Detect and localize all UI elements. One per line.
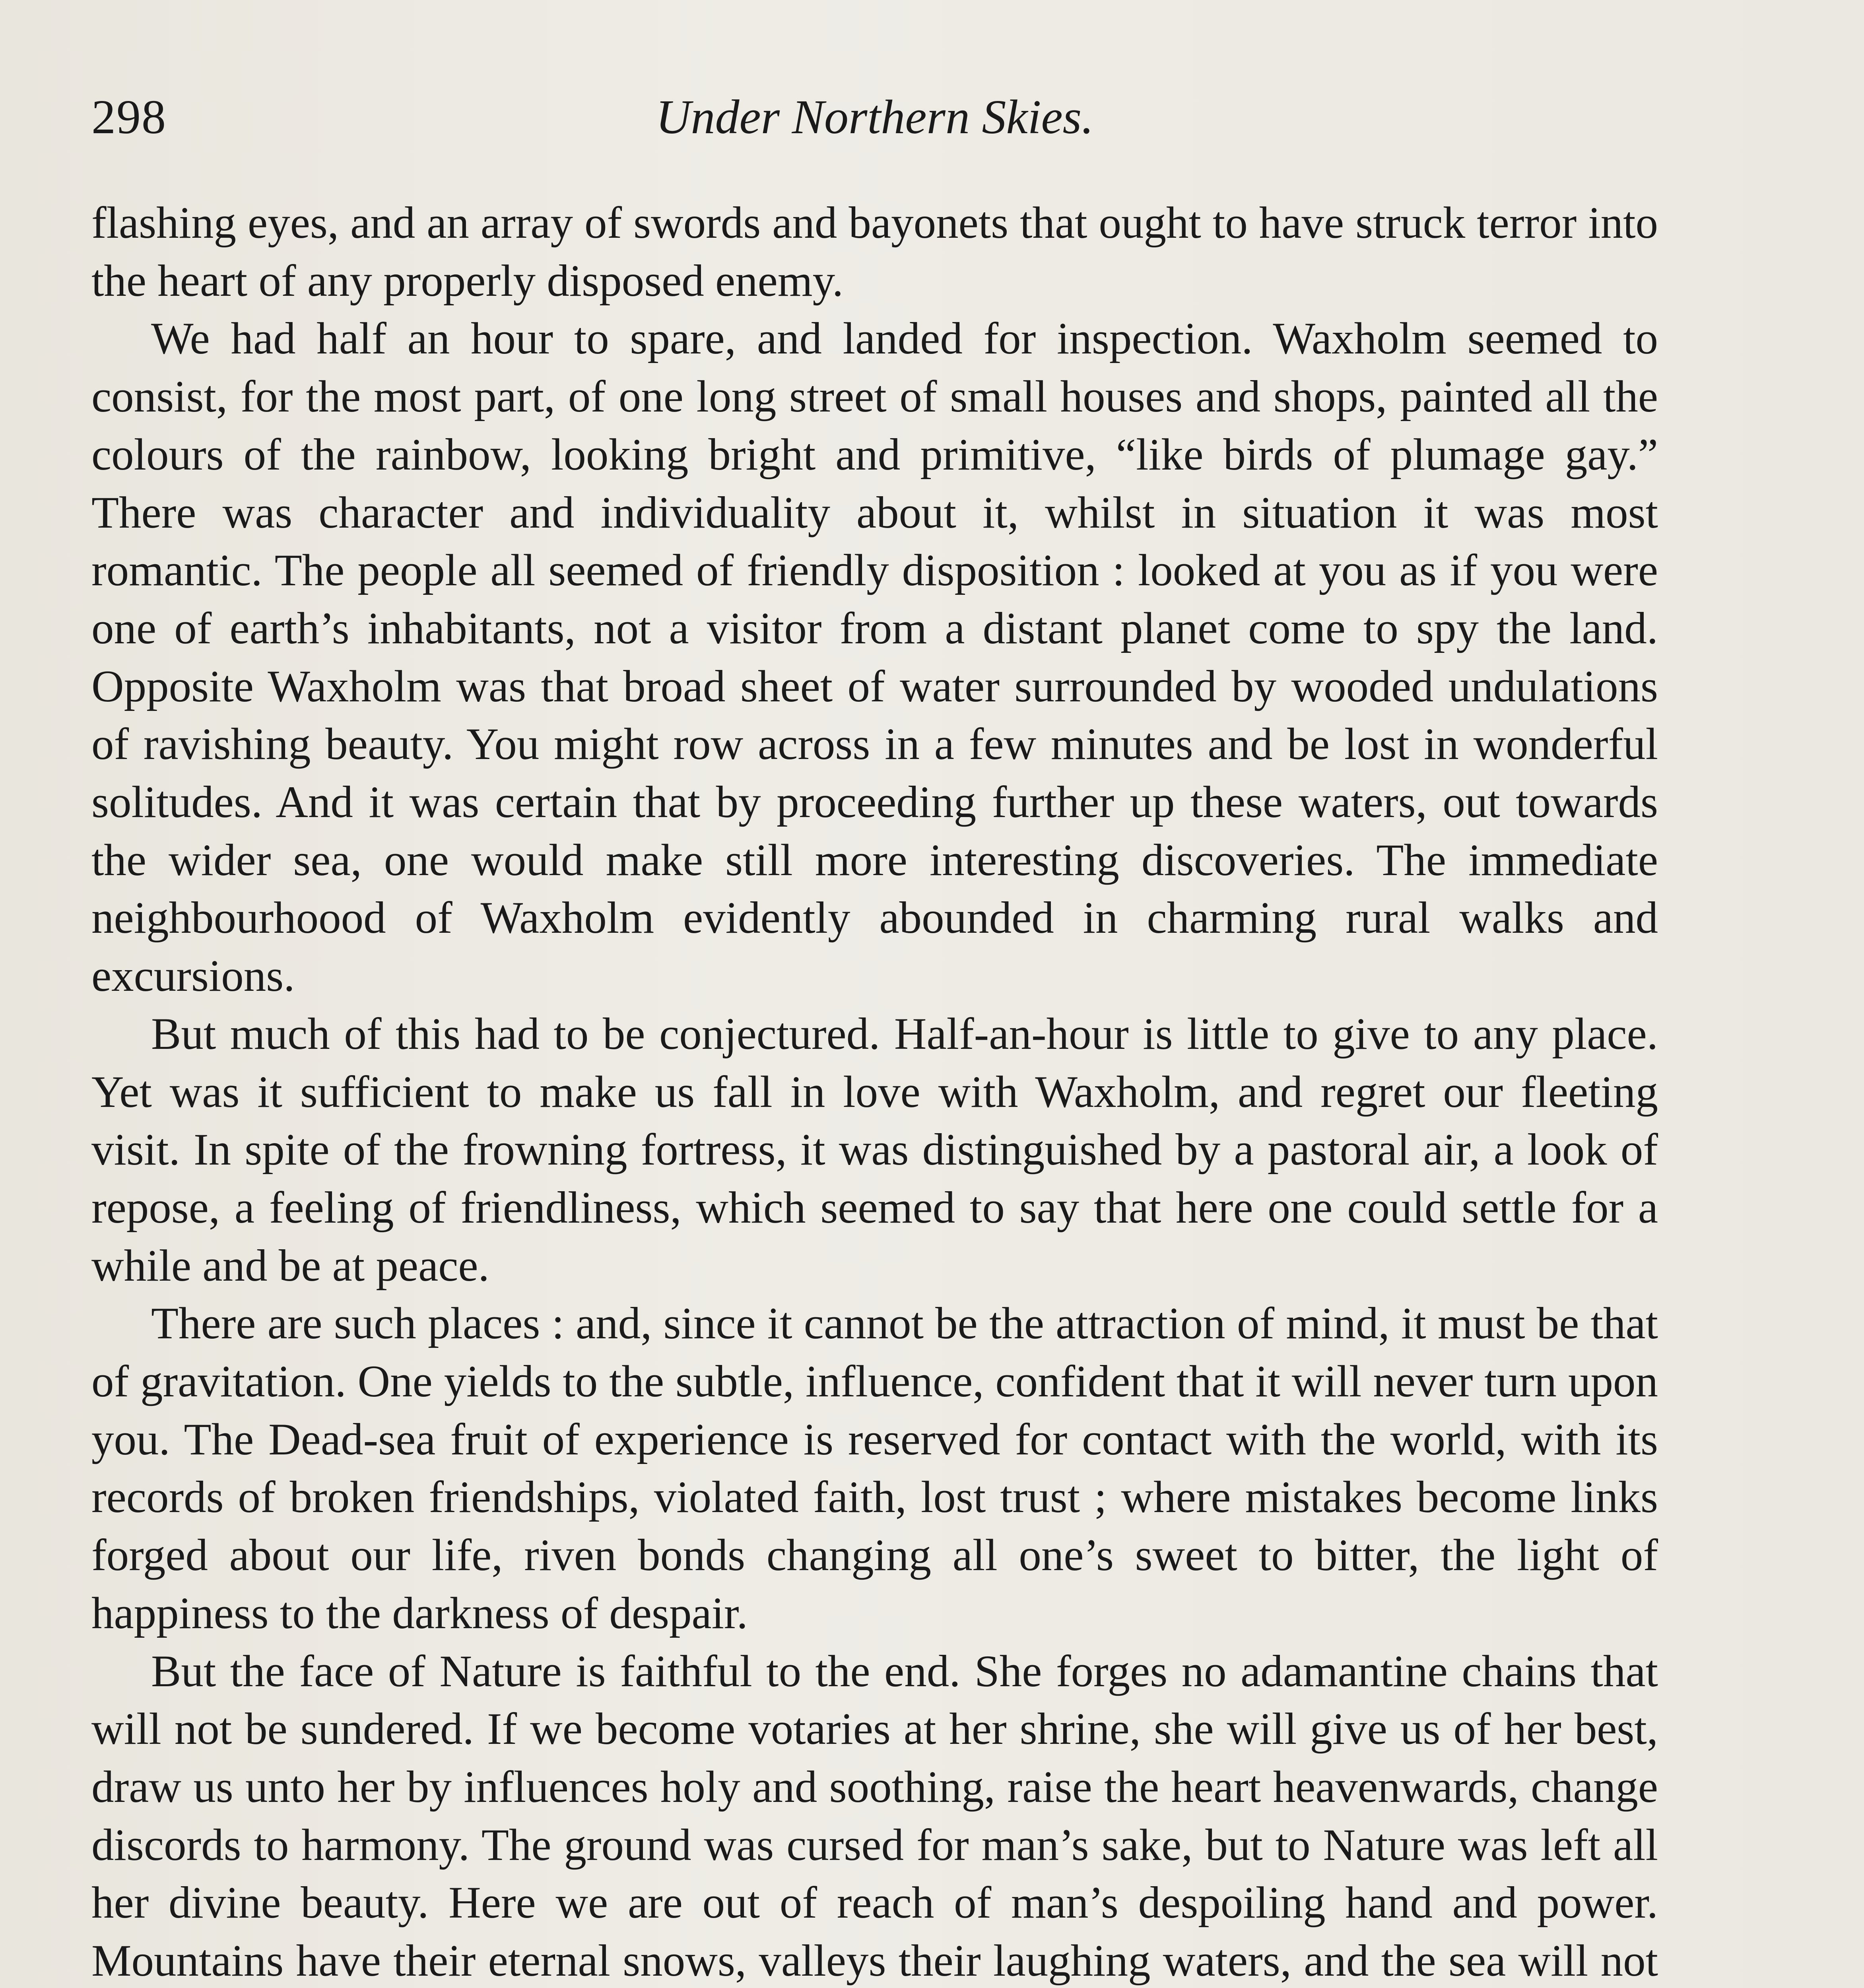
running-title: Under Northern Skies.	[656, 90, 1094, 144]
paragraph-1: flashing eyes, and an array of swords and bayonets that ought to have struck terror into the heart of any properly disposed enemy.	[91, 198, 1658, 306]
paragraph-4: There are such places : and, since it cannot be the attraction of mind, it must be that of gravitation. One yields to the subtle, influence, confident that it will never turn upon you. The Dead-sea fruit of experience is reserved for contact with the world, with its records of broken friendships, violated faith, lost trust ; where mistakes become links forged about our life, riven bonds changing all one’s sweet to bitter, the light of happiness to the darkness of despair.	[91, 1299, 1658, 1638]
paragraph-2: We had half an hour to spare, and landed for inspection. Waxholm seemed to consist, for the most part, of one long street of small houses and shops, painted all the colours of the rainbow, looking bright and primitive, “like birds of plumage gay.” There was character and individuality about it, whilst in situation it was most romantic. The people all seemed of friendly disposition : looked at you as if you were one of earth’s inhabitants, not a visitor from a distant planet come to spy the land. Opposite Waxholm was that broad sheet of water surrounded by wooded undulations of ravishing beauty. You might row across in a few minutes and be lost in wonderful solitudes. And it was certain that by proceeding further up these waters, out towards the wider sea, one would make still more interesting discoveries. The immediate neighbourhoood of Waxholm evidently abounded in charming rural walks and excursions.	[91, 314, 1658, 1001]
page-number: 298	[91, 90, 167, 144]
body-text	[91, 194, 1658, 1988]
paragraph-3: But much of this had to be conjectured. Half-an-hour is little to give to any place. Yet was it sufficient to make us fall in love with Waxholm, and regret our fleeting visit. In spite of the frowning fortress, it was distinguished by a pastoral air, a look of repose, a feeling of friendliness, which seemed to say that here one could settle for a while and be at peace.	[91, 1009, 1658, 1291]
paragraph-5: But the face of Nature is faithful to the end. She forges no adamantine chains that will not be sundered. If we become votaries at her shrine, she will give us of her best, draw us unto her by influences holy and soothing, raise the heart heavenwards, change discords to harmony. The ground was cursed for man’s sake, but to Nature was left all her divine beauty. Here we are out of reach of man’s despoiling hand and power. Mountains have their eternal snows, valleys their laughing waters, and the sea will not	[91, 1646, 1658, 1986]
running-head	[91, 85, 1658, 149]
